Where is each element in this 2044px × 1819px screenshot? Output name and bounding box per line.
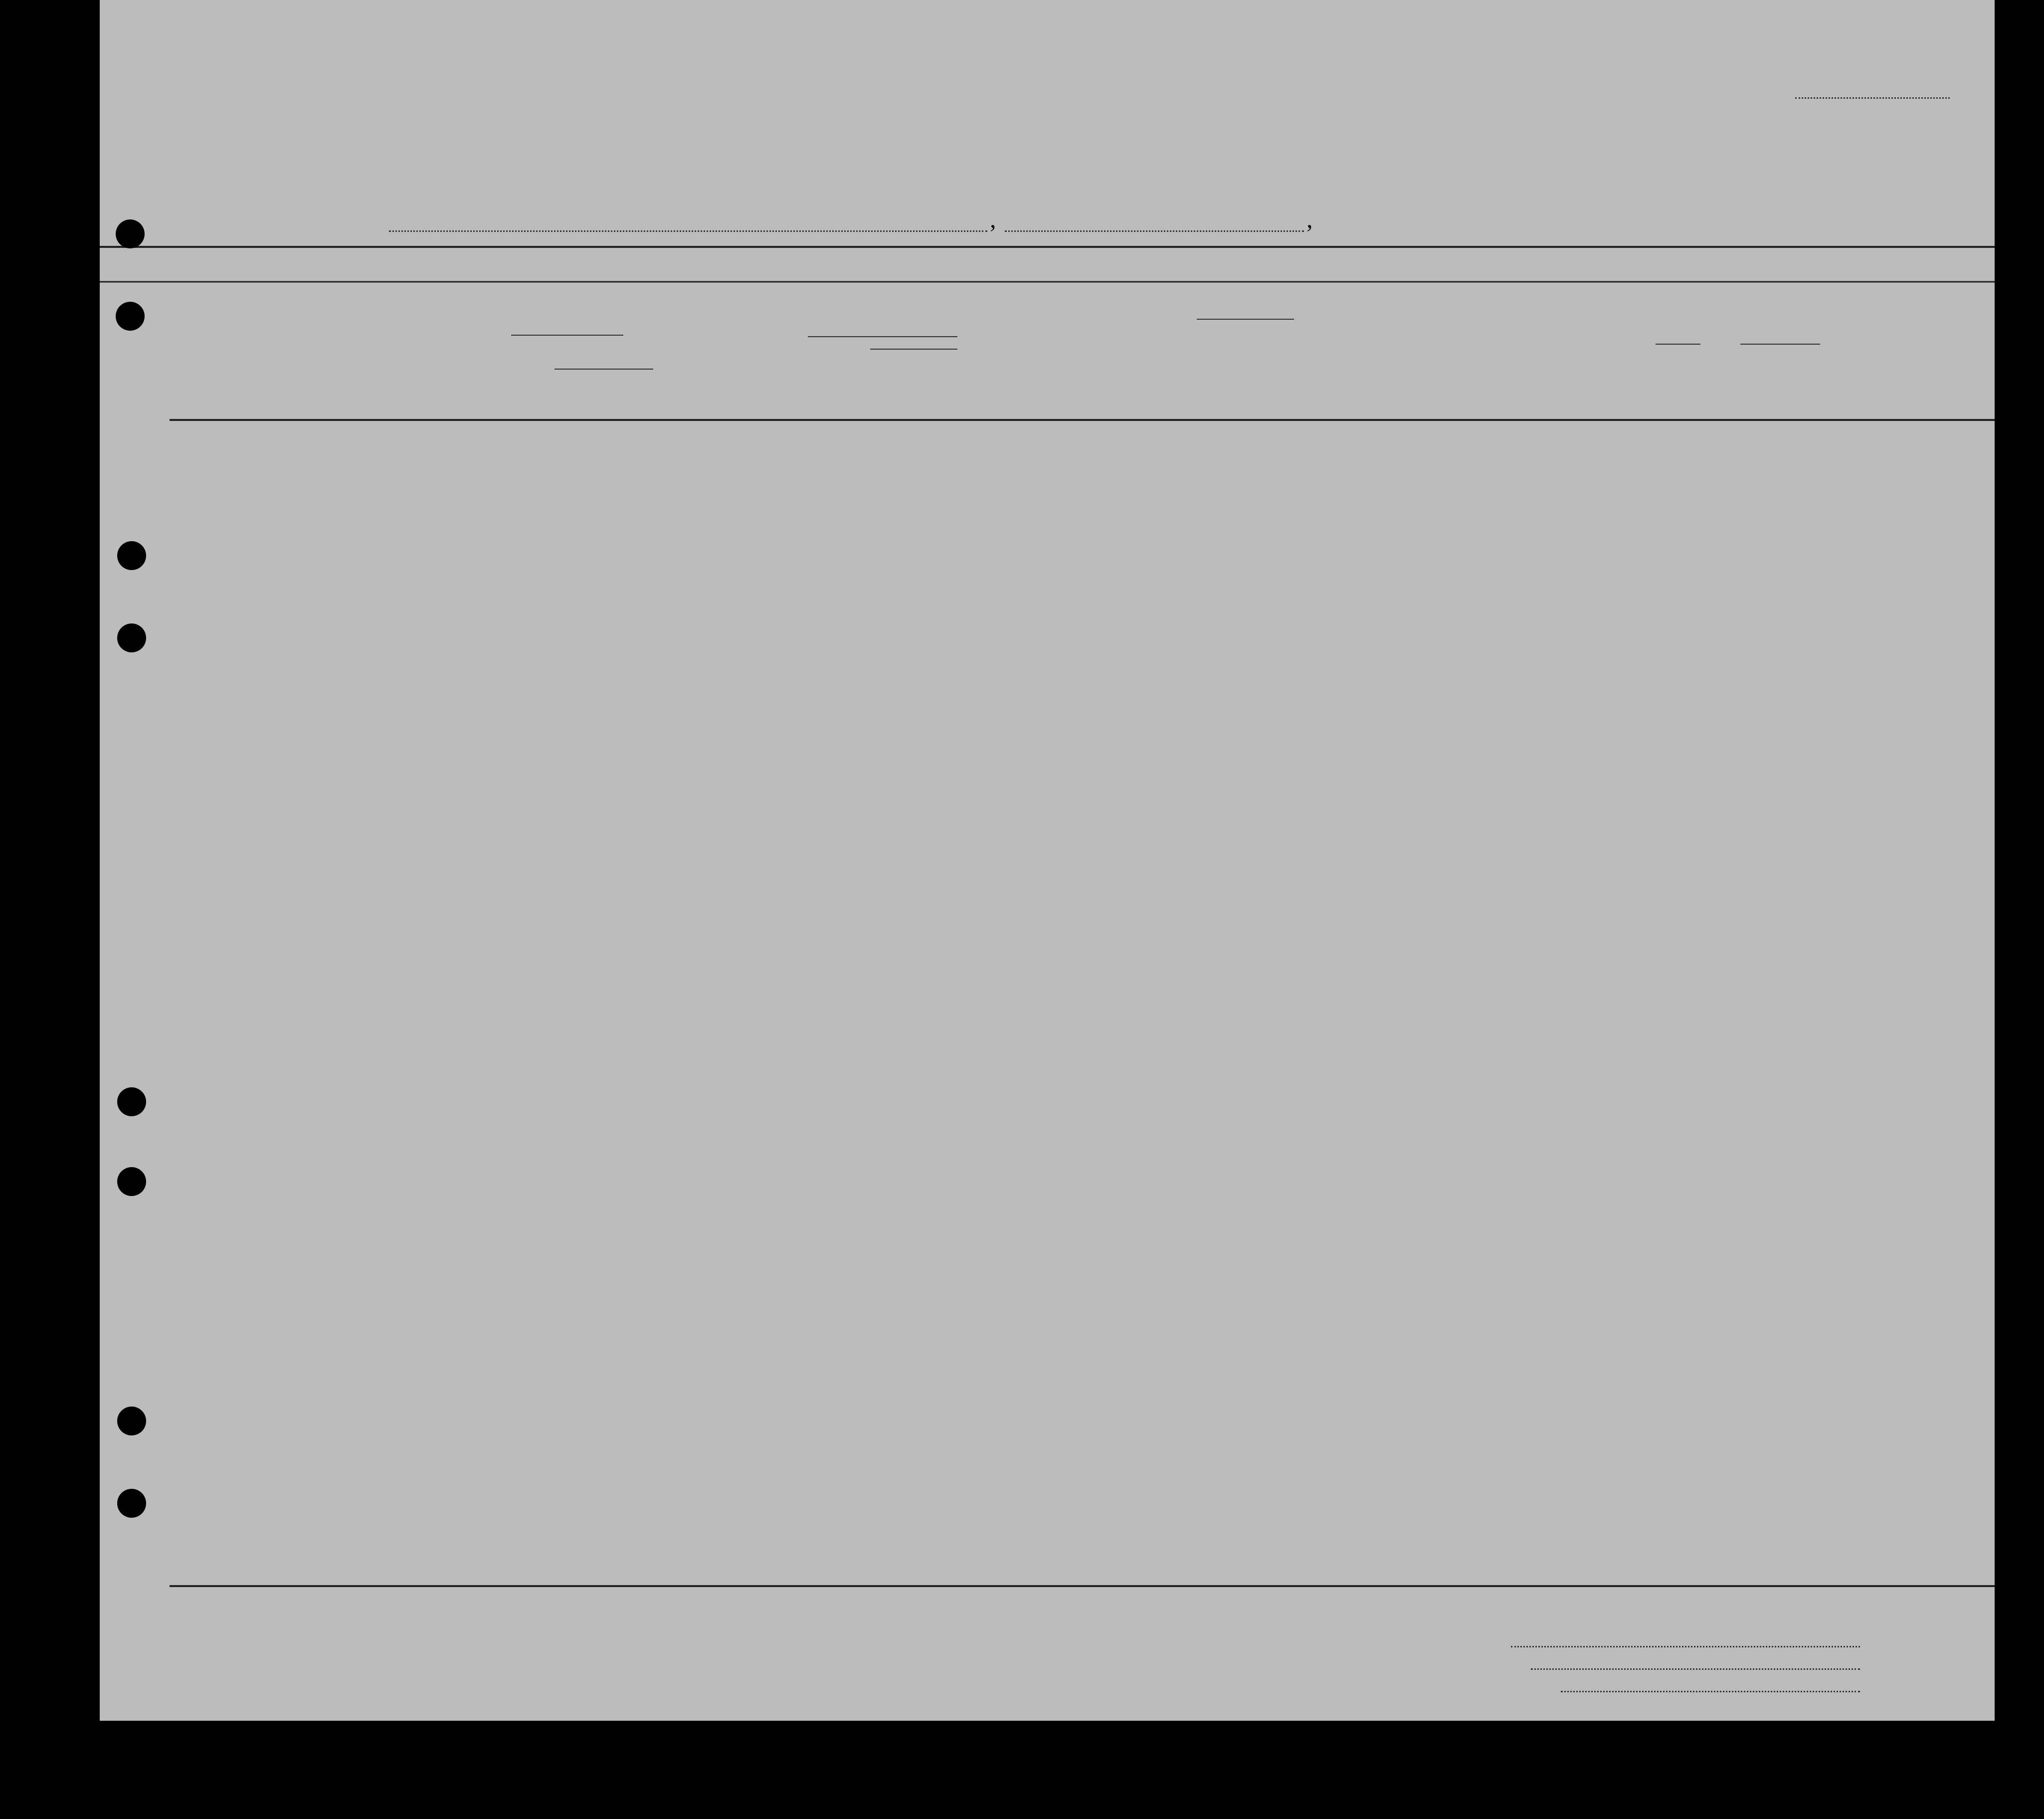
punch-hole (117, 1407, 146, 1435)
header-prison (1297, 287, 1334, 416)
punch-hole (116, 302, 145, 331)
header-question-28 (1379, 287, 1429, 416)
local-agents-field[interactable] (1561, 1691, 1860, 1692)
header-ticket (626, 287, 651, 416)
header-fifty-dollars (743, 287, 768, 416)
form-grid (100, 0, 1995, 1721)
punch-hole (117, 1087, 146, 1116)
punch-hole (117, 623, 146, 652)
header-feet (1658, 349, 1678, 416)
header-anarchist (1356, 287, 1375, 416)
punch-hole (117, 1167, 146, 1196)
owners-field[interactable] (1531, 1668, 1860, 1670)
header-polygamist (1335, 287, 1354, 416)
punch-hole (117, 541, 146, 570)
comma-1: , (990, 205, 996, 233)
header-excluded (1460, 287, 1479, 416)
header-labor-offer (1430, 287, 1458, 416)
punch-hole (116, 219, 145, 248)
comma-2: , (1306, 205, 1313, 233)
subheader-lines (511, 319, 1820, 369)
header-purpose-citizen (1272, 322, 1294, 416)
header-inches (1679, 349, 1699, 416)
header-purpose-return (1199, 322, 1239, 416)
header-purpose-length (1242, 322, 1269, 416)
header-deported (1480, 287, 1499, 416)
punch-hole (117, 1489, 146, 1518)
form-sheet (100, 0, 1995, 1721)
line-field[interactable] (1511, 1646, 1860, 1647)
